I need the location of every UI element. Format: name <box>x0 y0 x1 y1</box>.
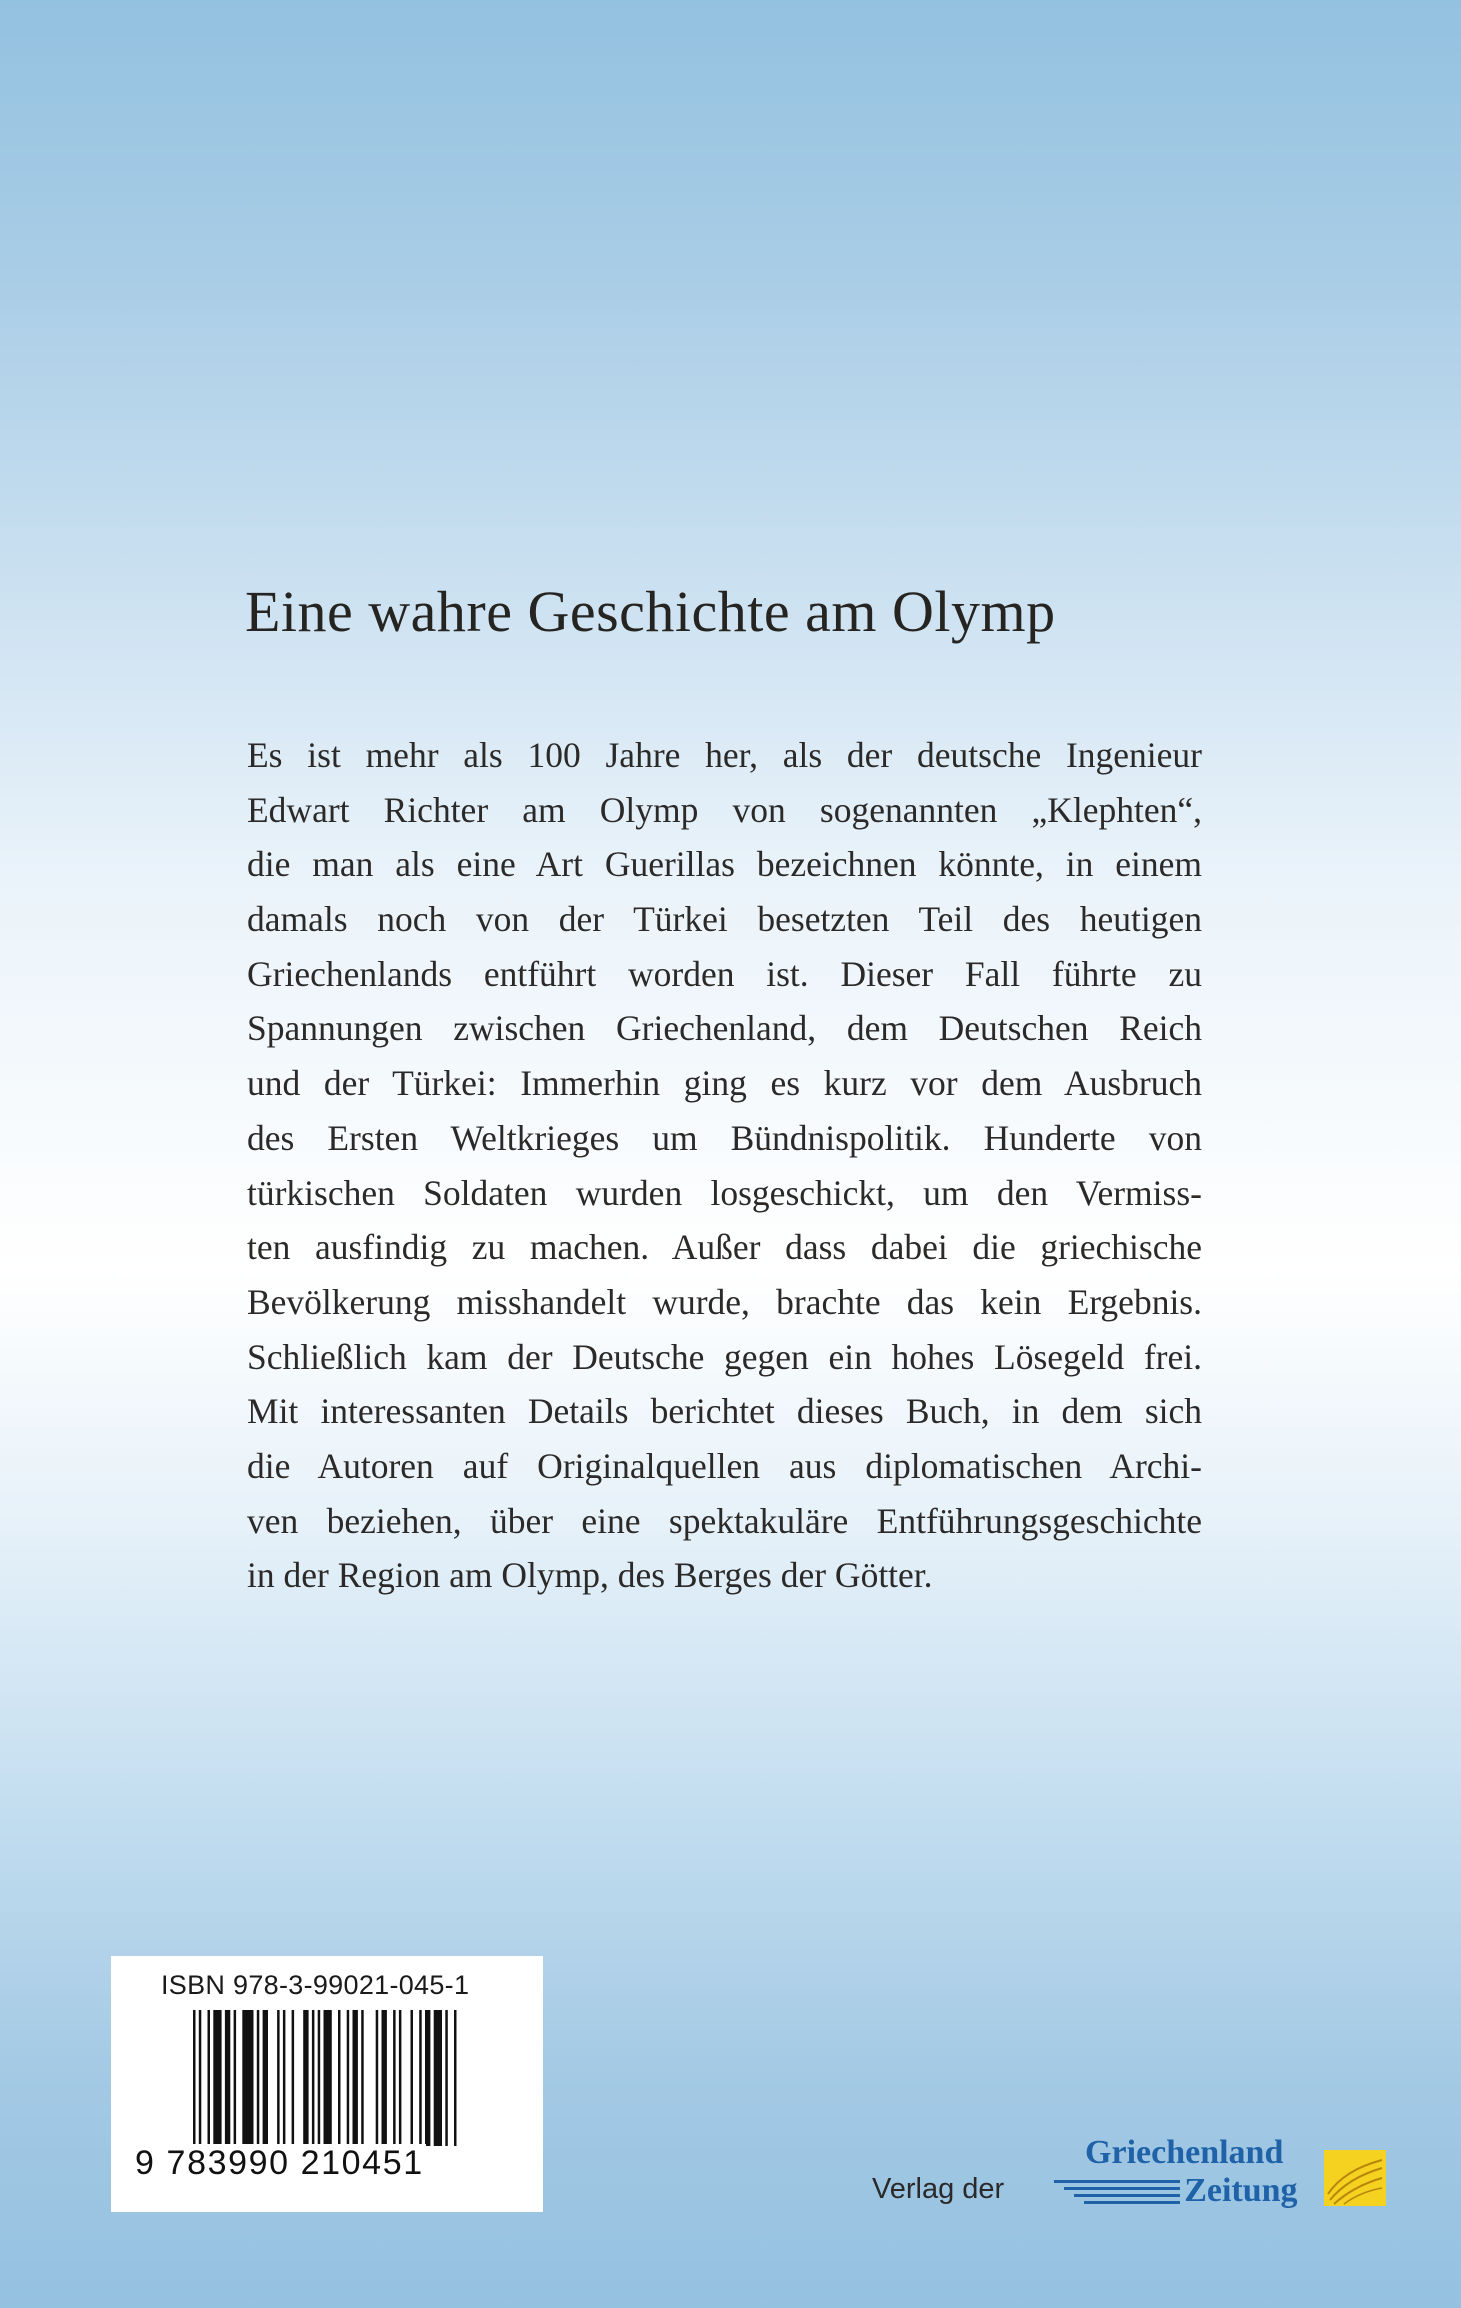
blurb-line: Es ist mehr als 100 Jahre her, als der deutsche Ingenieur <box>247 735 1202 775</box>
blurb-line: Edwart Richter am Olymp von sogenannten „Klephten“, <box>247 789 1202 830</box>
barcode-bar <box>445 2010 448 2146</box>
barcode-bar <box>312 2010 315 2146</box>
barcode-bar <box>303 2010 308 2146</box>
barcode-bar <box>399 2010 402 2146</box>
barcode-icon <box>191 2010 461 2160</box>
logo-sun-emblem-icon <box>1324 2150 1386 2206</box>
barcode-bar <box>454 2010 457 2146</box>
publisher-logo <box>1024 2134 1354 2214</box>
barcode-bar <box>318 2010 321 2146</box>
publisher-prefix: Verlag der <box>872 2173 1005 2205</box>
barcode-bar <box>393 2010 396 2146</box>
blurb-line: Mit interessanten Details berichtet dieses Buch, in dem sich <box>247 1391 1202 1432</box>
barcode-bar <box>292 2010 295 2146</box>
isbn-label: ISBN 978-3-99021-045-1 <box>161 1970 470 2000</box>
barcode-bar <box>361 2010 364 2146</box>
ean-digits: 9 783990 210451 <box>135 2144 424 2182</box>
blurb-line: des Ersten Weltkrieges um Bündnispolitik. Hunderte von <box>247 1117 1202 1158</box>
blurb-line: türkischen Soldaten wurden losgeschickt, um den Vermiss- <box>247 1172 1202 1213</box>
blurb-line: Griechenlands entführt worden ist. Dieser Fall führte zu <box>247 953 1202 994</box>
logo-speed-lines-icon <box>1054 2178 1180 2210</box>
blurb-line: und der Türkei: Immerhin ging es kurz vor dem Ausbruch <box>247 1063 1202 1104</box>
barcode-bar <box>338 2010 341 2146</box>
blurb-line: Spannungen zwischen Griechenland, dem Deutschen Reich <box>247 1008 1202 1049</box>
barcode-bar <box>199 2010 202 2160</box>
barcode-bar <box>242 2010 253 2146</box>
barcode-bar <box>324 2010 332 2146</box>
blurb-line: Bevölkerung misshandelt wurde, brachte das kein Ergebnis. <box>247 1281 1202 1322</box>
blurb-line: in der Region am Olymp, des Berges der Götter. <box>247 1555 933 1596</box>
barcode-bar <box>263 2010 268 2146</box>
publisher-imprint <box>872 2134 1354 2214</box>
barcode-bar <box>234 2010 237 2146</box>
blurb-line: damals noch von der Türkei besetzten Teil des heutigen <box>247 899 1202 940</box>
barcode-bar <box>257 2010 260 2146</box>
barcode-bar <box>382 2010 387 2160</box>
barcode-bar <box>283 2010 286 2146</box>
blurb-line: ven beziehen, über eine spektakuläre Entführungsgeschichte <box>247 1500 1202 1541</box>
back-cover-blurb <box>247 728 1202 1603</box>
barcode-bar <box>353 2010 358 2146</box>
logo-word-zeitung: Zeitung <box>1184 2172 1298 2209</box>
barcode-bar <box>193 2010 196 2160</box>
blurb-line: ten ausfindig zu machen. Außer dass dabei die griechische <box>247 1227 1202 1268</box>
ean-number <box>133 2144 478 2183</box>
book-title: Eine wahre Geschichte am Olymp <box>245 579 1056 644</box>
blurb-line: die man als eine Art Guerillas bezeichnen könnte, in einem <box>247 844 1202 885</box>
barcode-bar <box>411 2010 414 2146</box>
barcode-bar <box>277 2010 280 2146</box>
barcode-bar <box>425 2010 430 2146</box>
logo-word-griechenland: Griechenland <box>1085 2134 1284 2171</box>
barcode-bar <box>419 2010 422 2146</box>
barcode-bar <box>225 2010 230 2146</box>
barcode-bar <box>347 2010 350 2146</box>
barcode-bar <box>208 2010 211 2146</box>
blurb-line: Schließlich kam der Deutsche gegen ein hohes Lösegeld frei. <box>247 1336 1202 1377</box>
barcode-bar <box>376 2010 379 2160</box>
blurb-line: die Autoren auf Originalquellen aus diplomatischen Archi- <box>247 1445 1202 1486</box>
isbn-barcode-panel <box>111 1956 543 2212</box>
barcode-bar <box>213 2010 221 2146</box>
barcode-bar <box>434 2010 442 2146</box>
